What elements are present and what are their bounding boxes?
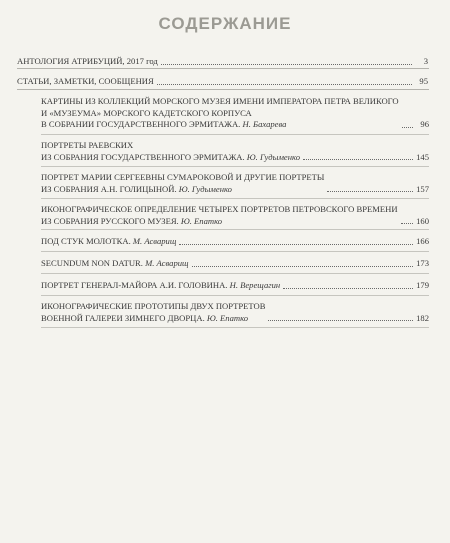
dot-leader bbox=[179, 244, 413, 245]
dot-leader bbox=[401, 223, 413, 224]
entry-title: СТАТЬИ, ЗАМЕТКИ, СООБЩЕНИЯ bbox=[17, 76, 154, 86]
toc-entry[interactable] bbox=[41, 140, 429, 163]
entry-title-line2: ИЗ СОБРАНИЯ А.Н. ГОЛИЦЫНОЙ. bbox=[41, 183, 177, 194]
entry-title: ПОРТРЕТЫ РАЕВСКИХ bbox=[41, 140, 134, 150]
toc-entry[interactable] bbox=[41, 258, 429, 270]
entry-title-line2: ИЗ СОБРАНИЯ РУССКОГО МУЗЕЯ. bbox=[41, 215, 179, 226]
page-number: 3 bbox=[423, 56, 428, 66]
toc-entry[interactable] bbox=[41, 96, 429, 131]
page-number: 166 bbox=[416, 236, 429, 246]
page-number: 173 bbox=[416, 258, 429, 268]
dot-leader bbox=[283, 288, 413, 289]
divider bbox=[41, 229, 429, 230]
dot-leader bbox=[161, 64, 412, 65]
page-title: СОДЕРЖАНИЕ bbox=[158, 14, 292, 33]
entry-title: АНТОЛОГИЯ АТРИБУЦИЙ, 2017 год bbox=[17, 56, 158, 66]
dot-leader bbox=[402, 127, 413, 128]
divider bbox=[17, 68, 429, 69]
dot-leader bbox=[268, 320, 413, 321]
page-number: 179 bbox=[416, 280, 429, 290]
entry-author: Ю. Гудыменко bbox=[178, 183, 232, 194]
toc-entry[interactable] bbox=[41, 172, 429, 195]
entry-author: Ю. Гудыменко bbox=[246, 151, 300, 162]
entry-title-line3: В СОБРАНИИ ГОСУДАРСТВЕННОГО ЭРМИТАЖА. bbox=[41, 119, 241, 129]
toc-entry[interactable] bbox=[41, 301, 429, 324]
page-number: 182 bbox=[416, 312, 429, 323]
dot-leader bbox=[157, 84, 412, 85]
dot-leader bbox=[327, 191, 413, 192]
page-number: 145 bbox=[416, 151, 429, 162]
entry-author: Н. Бахарева bbox=[242, 119, 287, 129]
entry-title-line2: И «МУЗЕУМА» МОРСКОГО КАДЕТСКОГО КОРПУСА bbox=[41, 107, 252, 118]
entry-author: Ю. Епатко bbox=[180, 215, 223, 226]
divider bbox=[41, 198, 429, 199]
entry-title: ПОД СТУК МОЛОТКА. bbox=[41, 236, 131, 246]
entry-author: Н. Верещагин bbox=[229, 280, 281, 290]
entry-title: ИКОНОГРАФИЧЕСКОЕ ОПРЕДЕЛЕНИЕ ЧЕТЫРЕХ ПОРТРЕТОВ ПЕТРОВСКОГО ВРЕМЕНИ bbox=[41, 204, 398, 214]
entry-title: КАРТИНЫ ИЗ КОЛЛЕКЦИЙ МОРСКОГО МУЗЕЯ ИМЕНИ ИМПЕРАТОРА ПЕТРА ВЕЛИКОГО bbox=[41, 96, 399, 106]
divider bbox=[41, 273, 429, 274]
entry-author: Ю. Епатко bbox=[206, 312, 249, 323]
entry-title: ПОРТРЕТ МАРИИ СЕРГЕЕВНЫ СУМАРОКОВОЙ И ДРУГИЕ ПОРТРЕТЫ bbox=[41, 172, 325, 182]
divider bbox=[17, 89, 429, 90]
divider bbox=[41, 251, 429, 252]
toc-entry[interactable] bbox=[41, 204, 429, 227]
entry-title: ИКОНОГРАФИЧЕСКИЕ ПРОТОТИПЫ ДВУХ ПОРТРЕТОВ bbox=[41, 301, 266, 311]
divider bbox=[41, 295, 429, 296]
toc-entry[interactable] bbox=[17, 76, 428, 88]
page-number: 96 bbox=[420, 119, 429, 129]
divider bbox=[41, 166, 429, 167]
entry-title-line2: ИЗ СОБРАНИЯ ГОСУДАРСТВЕННОГО ЭРМИТАЖА. bbox=[41, 151, 245, 162]
page-number: 160 bbox=[416, 215, 429, 226]
entry-title: SECUNDUM NON DATUR. bbox=[41, 258, 143, 268]
divider bbox=[41, 134, 429, 135]
page-number: 95 bbox=[419, 76, 428, 86]
toc-entry[interactable] bbox=[41, 280, 429, 292]
dot-leader bbox=[303, 159, 413, 160]
dot-leader bbox=[192, 266, 413, 267]
entry-author: М. Асварищ bbox=[145, 258, 189, 268]
entry-title-line2: ВОЕННОЙ ГАЛЕРЕИ ЗИМНЕГО ДВОРЦА. bbox=[41, 312, 205, 323]
divider bbox=[41, 327, 429, 328]
page-number: 157 bbox=[416, 183, 429, 194]
toc-entry[interactable] bbox=[41, 236, 429, 248]
entry-author: М. Асварищ bbox=[132, 236, 177, 246]
entry-title: ПОРТРЕТ ГЕНЕРАЛ-МАЙОРА А.И. ГОЛОВИНА. bbox=[41, 280, 228, 290]
toc-entry[interactable] bbox=[17, 56, 428, 68]
